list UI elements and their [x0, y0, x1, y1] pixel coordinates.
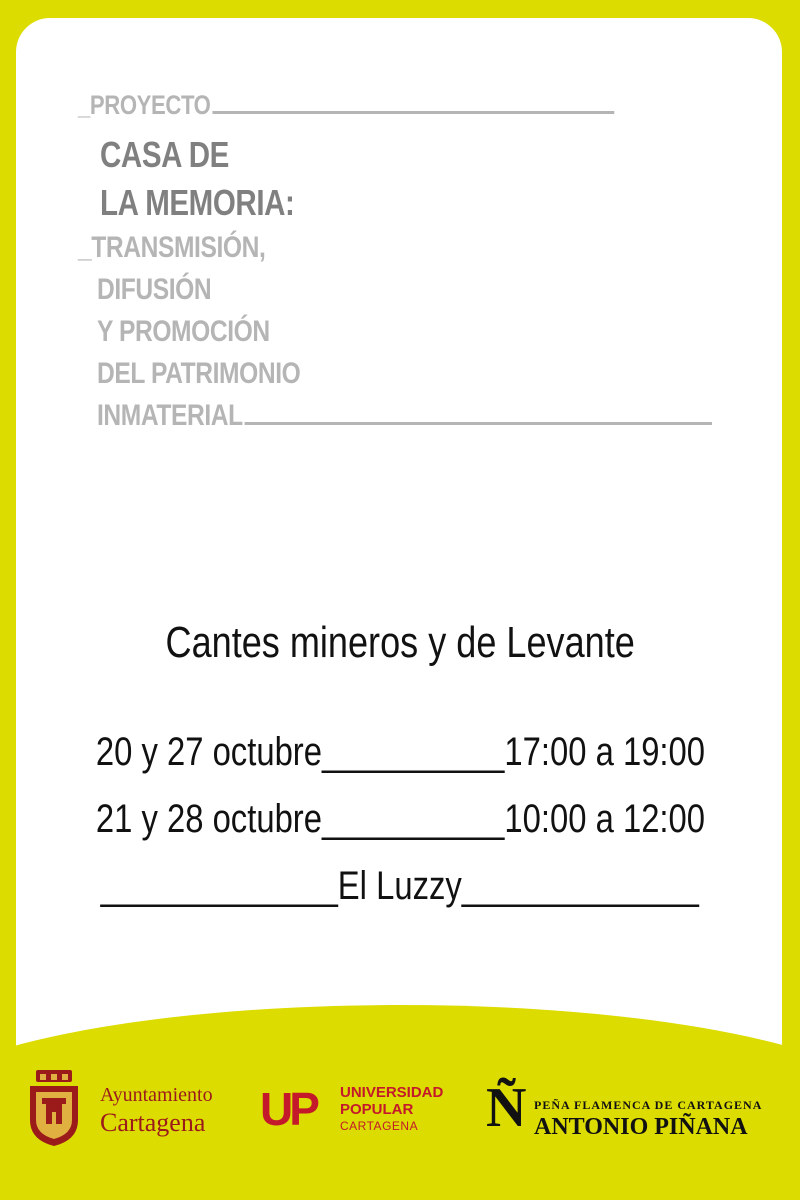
schedule-time: 17:00 a 19:00: [503, 730, 705, 774]
poster-card: [16, 18, 782, 1098]
project-line-6: Y PROMOCIÓN: [97, 315, 270, 348]
schedule-dates: 20 y 27 octubre: [95, 730, 322, 774]
ayuntamiento-label: Ayuntamiento: [100, 1084, 213, 1106]
up-line-3: CARTAGENA: [340, 1119, 419, 1133]
ayuntamiento-cartagena-logo: [22, 1068, 232, 1148]
up-line-1: UNIVERSIDAD: [340, 1084, 444, 1101]
project-line-1: _PROYECTO: [78, 92, 614, 119]
schedule-time: 10:00 a 12:00: [503, 797, 705, 841]
project-line-7: DEL PATRIMONIO: [97, 357, 301, 390]
pena-line-1: PEÑA FLAMENCA DE CARTAGENA: [534, 1098, 763, 1112]
project-line-2: CASA DE: [100, 134, 229, 175]
pena-glyph-icon: Ñ: [486, 1077, 527, 1139]
venue: El Luzzy: [338, 864, 462, 908]
up-mark: UP: [260, 1083, 316, 1135]
schedule-row-2: 21 y 28 octubre__________10:00 a 12:00: [95, 797, 705, 841]
cartagena-label: Cartagena: [100, 1108, 206, 1137]
universidad-popular-logo: [260, 1080, 460, 1150]
event-title: Cantes mineros y de Levante: [165, 618, 635, 667]
project-line-8: INMATERIAL: [97, 401, 712, 431]
schedule-row-1: 20 y 27 octubre__________17:00 a 19:00: [95, 730, 705, 774]
venue-row: _____________El Luzzy_____________: [100, 864, 700, 908]
up-line-2: POPULAR: [340, 1101, 414, 1118]
schedule-dates: 21 y 28 octubre: [95, 797, 322, 841]
sponsor-logos: [0, 1060, 800, 1170]
project-line-5: DIFUSIÓN: [97, 273, 212, 306]
pena-line-2: ANTONIO PIÑANA: [534, 1114, 748, 1140]
pena-flamenca-logo: [486, 1077, 786, 1146]
project-line-4: _TRANSMISIÓN,: [78, 231, 266, 264]
coat-of-arms-icon: [22, 1068, 86, 1148]
project-line-3: LA MEMORIA:: [100, 182, 295, 223]
